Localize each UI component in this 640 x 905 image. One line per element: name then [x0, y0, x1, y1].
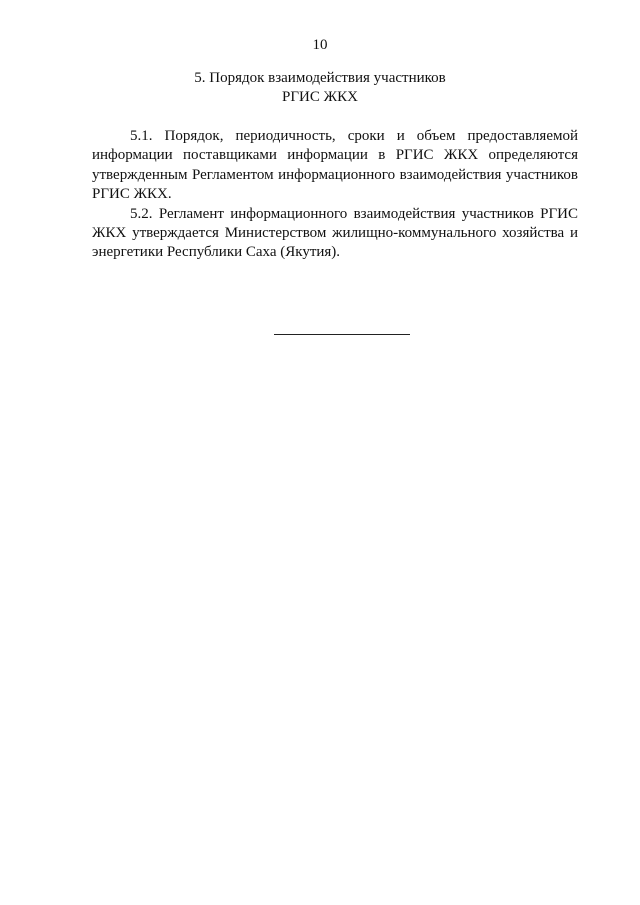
section-title-line-2: РГИС ЖКХ	[282, 89, 358, 105]
end-divider-line	[274, 334, 410, 335]
section-heading	[0, 69, 640, 107]
paragraph-5-1: 5.1. Порядок, периодичность, сроки и объем предоставляемой информации поставщиками информации в РГИС ЖКХ определяются утвержденным Регламентом информационного взаимодействия участников РГИС ЖКХ.	[92, 128, 578, 203]
page-number: 10	[312, 37, 328, 53]
section-title-line-1: 5. Порядок взаимодействия участников	[194, 70, 446, 86]
paragraph-5-2: 5.2. Регламент информационного взаимодействия участников РГИС ЖКХ утверждается Министерством жилищно-коммунального хозяйства и энергетики Республики Саха (Якутия).	[92, 205, 578, 261]
section-body	[92, 127, 578, 263]
